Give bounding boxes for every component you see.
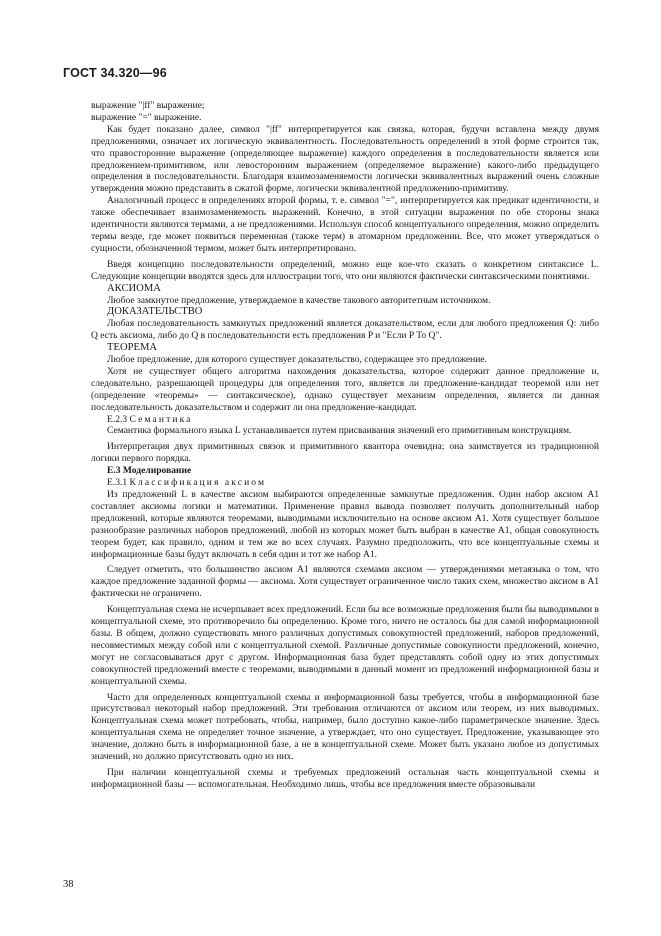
document-header: ГОСТ 34.320—96 [63,66,167,80]
paragraph: Введя концепцию последовательности определений, можно еще кое-что сказать о конкретном синтаксисе L. Следующие концепции вводятся здесь для иллюстрации того, что они являются фактически синтаксическими понятиями. [91,258,599,282]
definition-line: выражение "=" выражение. [91,111,202,123]
term-definition: Любое предложение, для которого существует доказательство, содержащее это предложение. [107,354,487,366]
term-definition: Любая последовательность замкнутых предложений является доказательством, если для любого предложения Q: либо Q есть аксиома, либо до Q в последовательности есть предложения P и "Если P То Q". [91,318,599,342]
paragraph: Семантика формального языка L устанавливается путем присваивания значений его примитивным конструкциям. [107,425,572,437]
term-heading: ДОКАЗАТЕЛЬСТВО [107,306,203,318]
term-heading: ТЕОРЕМА [107,342,158,354]
paragraph: Часто для определенных концептуальной схемы и информационной базы требуется, чтобы в информационной базе присутствовал некоторый набор предложений. Эти требования отличаются от аксиом или теорем, из них выводимых. Концептуальная схема может потребовать, чтобы, например, было доступно какое-либо параметрическое значение. Здесь концептуальная схема не определяет точное значение, а утверждает, что оно существует. Предложение, указывающее это значение, должно быть в информационной базе, а не в концептуальной схеме. Может быть указано любое из допустимых значений, но должно присутствовать одно из них. [91,691,599,763]
section-heading: Е.3 Моделирование [107,465,192,477]
paragraph: Хотя не существует общего алгоритма нахождения доказательства, которое содержит данное предложение и, следовательно, разрешающей процедуры для определения того, является ли предложение-кандидат теоремой или нет (определение «теоремы» — синтаксическое), однако существует механизм определения, является ли данная последовательность доказательством и содержит ли она предложение-кандидат. [91,365,599,413]
paragraph: Как будет показано далее, символ "|ff" интерпретируется как связка, которая, будучи вставлена между двумя предложениями, означает их логическую эквивалентность. Последовательность определений в этой форме строится так, что правосторонние выражение (определяющее выражение) каждого определения в последовательности является или предложением-примитивом, или левосторонним выражением (определяемое выражение) какого-либо предыдущего определения в последовательности. Благодаря взаимозаменяемости логически эквивалентных выражений очень сложные утверждения можно представить в сжатой форме, логически эквивалентной предложению-примитиву. [91,123,599,195]
paragraph: Из предложений L в качестве аксиом выбираются определенные замкнутые предложения. Один набор аксиом A1 составляет аксиомы логики и математики. Применение правил вывода позволяет получить дополнительный набор предложений, которые являются теоремами, выводимыми исключительно на основе аксиом A1. Хотя существует большое разнообразие различных наборов предложений, любой из которых может быть выбран в качестве A1, общая совокупность теорем будет, как правило, одним и тем же во всех случаях. Разумно предположить, что все концептуальные схемы и информационные базы будут включать в себя один и тот же набор A1. [91,489,599,560]
definition-line: выражение "|ff" выражение; [91,100,205,111]
section-number: Е.3.1 [107,477,128,489]
paragraph: Интерпретация двух примитивных связок и примитивного квантора очевидна; она заимствуется из традиционной логики первого порядка. [91,441,599,465]
paragraph: При наличии концептуальной схемы и требуемых предложений остальная часть концептуальной схемы и информационной базы — вспомогательная. Необходимо лишь, чтобы все предложения вместе образовывали [91,766,599,790]
paragraph: Следует отметить, что большинство аксиом A1 являются схемами аксиом — утверждениями метаязыка о том, что каждое предложение заданной формы — аксиома. Хотя существует ограниченное число таких схем, множество аксиом в A1 фактически не ограничено. [91,564,599,600]
page-number: 38 [63,879,74,890]
paragraph: Аналогичный процесс в определениях второй формы, т. е. символ "=", интерпретируется как предикат идентичности, и также обеспечивает взаимозаменяемость выражений. Конечно, в этой ситуации выражения по обе стороны знака идентичности являются термами, а не предложениями. Используя способ концептуального определения, можно определить термы везде, где может появиться переменная (также терм) в атомарном предложении. Все, что может утверждаться о сущности, обозначенной термом, может быть интерпретировано. [91,195,599,254]
term-heading: АКСИОМА [107,282,161,294]
paragraph: Концептуальная схема не исчерпывает всех предложений. Если бы все возможные предложения были бы выводимыми в концептуальной схеме, это противоречило бы определению. Кроме того, ничто не осталось бы для самой информационной базы. В общем, должно существовать много различных допустимых совокупностей предложений, наборов предложений, несовместимых между собой или с концептуальной схемой. Различные допустимые совокупности предложений, конечно, могут не согласовываться друг с другом. Информационная база будет представлять собой одну из этих допустимых совокупностей предложений вместе с теоремами, выводимыми в данный момент из предложений информационной базы и концептуальной схемы. [91,604,599,687]
subsection-heading [91,477,599,489]
section-title: Семантика [129,413,193,425]
page-body [91,100,599,791]
section-heading [91,414,599,426]
section-title: Классификация аксиом [129,477,267,489]
section-number: Е.2.3 [107,413,128,425]
term-definition: Любое замкнутое предложение, утверждаемое в качестве такового авторитетным источником. [107,294,491,306]
